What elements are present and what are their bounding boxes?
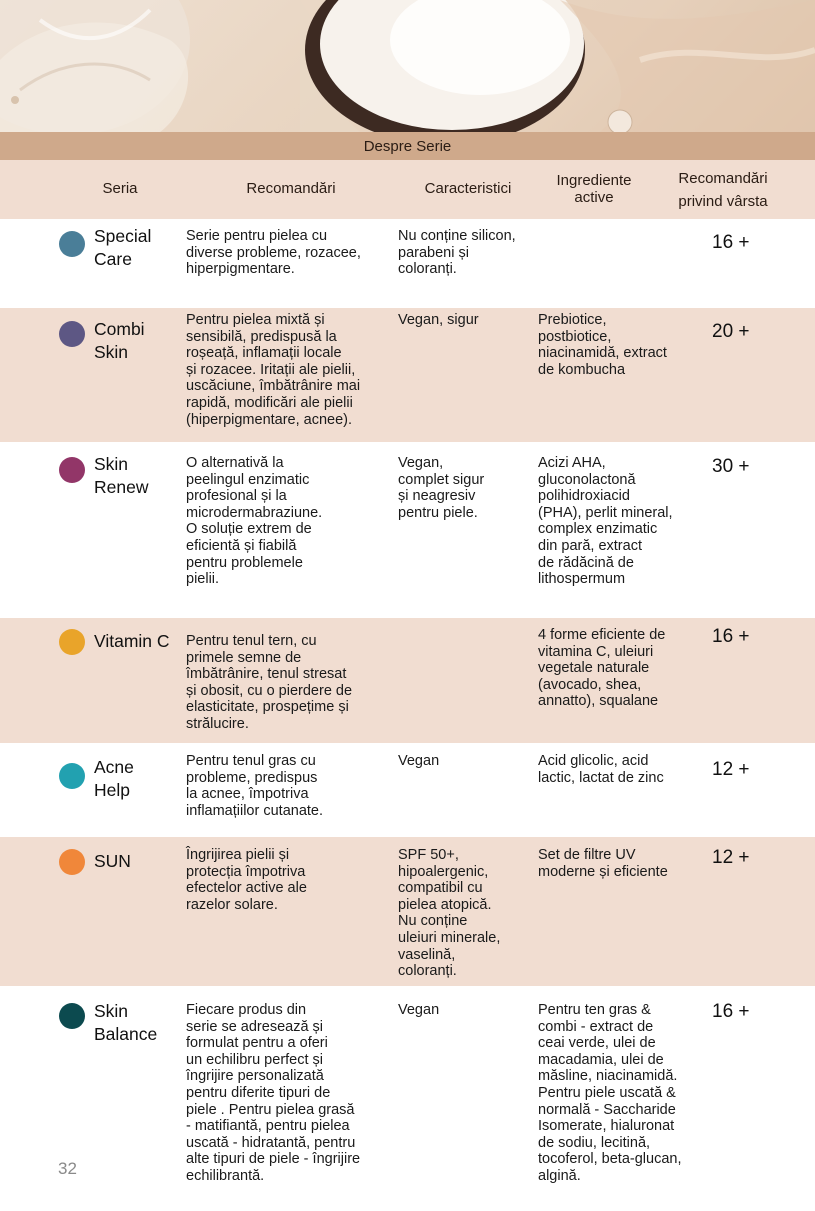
ingredients-cell: Pentru ten gras & combi - extract de ceai verde, ulei de macadamia, ulei de măsline, niacinamidă. Pentru piele uscată & normală - Saccharide Isomerate, hialuronat de sodiu, lecitină, tocoferol, beta-glucan, algină.	[538, 1002, 682, 1184]
age-cell: 20 +	[712, 321, 750, 342]
series-color-dot	[59, 763, 85, 789]
header-age: Recomandări privind vârsta	[678, 170, 768, 210]
series-color-dot	[59, 231, 85, 257]
table-row	[0, 442, 815, 618]
header-series: Seria	[102, 180, 138, 197]
series-color-dot	[59, 321, 85, 347]
recommendations-cell: Pentru tenul gras cu probleme, predispus la acnee, împotriva inflamațiilor cutanate.	[186, 753, 324, 819]
recommendations-cell: Pentru tenul tern, cu primele semne de îmbătrânire, tenul stresat și obosit, cu o pierdere de elasticitate, prospețime și strălucire.	[186, 633, 353, 732]
age-cell: 16 +	[712, 626, 750, 647]
table-header	[0, 160, 815, 219]
recommendations-cell: O alternativă la peelingul enzimatic profesional și la microdermabraziune. O soluție extrem de eficientă și fiabilă pentru problemele pielii.	[186, 455, 323, 588]
ingredients-cell: Prebiotice, postbiotice, niacinamidă, extract de kombucha	[538, 312, 667, 378]
series-name: Acne Help	[94, 757, 134, 800]
series-color-dot	[59, 457, 85, 483]
characteristics-cell: Vegan	[398, 1002, 440, 1018]
series-name: Skin Renew	[94, 454, 149, 497]
header-characteristics: Caracteristici	[424, 180, 512, 197]
table-row	[0, 308, 815, 442]
series-name: Combi Skin	[94, 319, 145, 362]
age-cell: 12 +	[712, 759, 750, 780]
series-name: Special Care	[94, 226, 152, 269]
recommendations-cell: Pentru pielea mixtă și sensibilă, predispusă la roșeață, inflamații locale și rozacee. Iritații ale pielii, uscăciune, îmbătrânire mai rapidă, modificări ale pielii (hiperpigmentare, acnee).	[186, 312, 361, 428]
header-ingredients: Ingrediente active	[556, 172, 632, 206]
series-color-dot	[59, 629, 85, 655]
characteristics-cell: Vegan	[398, 753, 440, 769]
table-row	[0, 837, 815, 986]
page-number: 32	[58, 1159, 77, 1178]
table-row	[0, 219, 815, 308]
recommendations-cell: Serie pentru pielea cu diverse probleme, rozacee, hiperpigmentare.	[186, 228, 361, 278]
age-cell: 12 +	[712, 847, 750, 868]
characteristics-cell: Vegan, sigur	[398, 312, 479, 328]
table-row	[0, 743, 815, 837]
age-cell: 16 +	[712, 1001, 750, 1022]
table-title: Despre Serie	[0, 132, 815, 160]
table-row	[0, 618, 815, 743]
ingredients-cell: Set de filtre UV moderne și eficiente	[538, 847, 668, 880]
ingredients-cell: 4 forme eficiente de vitamina C, uleiuri vegetale naturale (avocado, shea, annatto), squalane	[538, 627, 666, 710]
recommendations-cell: Fiecare produs din serie se adresează și formulat pentru a oferi un echilibru perfect și îngrijire personalizată pentru diferite tipuri de piele . Pentru pielea grasă - matifiantă, pentru pielea uscată - hidratantă, pentru alte tipuri de piele - îngrijire echilibrantă.	[186, 1002, 361, 1184]
header-recommendations: Recomandări	[246, 180, 336, 197]
series-name: SUN	[94, 851, 131, 871]
ingredients-cell: Acizi AHA, gluconolactonă polihidroxiacid (PHA), perlit mineral, complex enzimatic din pară, extract de rădăcină de lithospermum	[538, 455, 673, 588]
series-name: Skin Balance	[94, 1001, 158, 1044]
age-cell: 30 +	[712, 456, 750, 477]
recommendations-cell: Îngrijirea pielii și protecția împotriva efectelor active ale razelor solare.	[186, 847, 307, 913]
table-row	[0, 986, 815, 1211]
characteristics-cell: Nu conține silicon, parabeni și coloranți.	[398, 228, 516, 278]
hero-image	[0, 0, 815, 132]
characteristics-cell: Vegan, complet sigur și neagresiv pentru piele.	[398, 455, 485, 521]
series-color-dot	[59, 849, 85, 875]
characteristics-cell: SPF 50+, hipoalergenic, compatibil cu pielea atopică. Nu conține uleiuri minerale, vaselină, coloranți.	[398, 847, 501, 980]
ingredients-cell: Acid glicolic, acid lactic, lactat de zinc	[538, 753, 664, 786]
age-cell: 16 +	[712, 232, 750, 253]
series-color-dot	[59, 1003, 85, 1029]
series-name: Vitamin C	[94, 631, 170, 651]
